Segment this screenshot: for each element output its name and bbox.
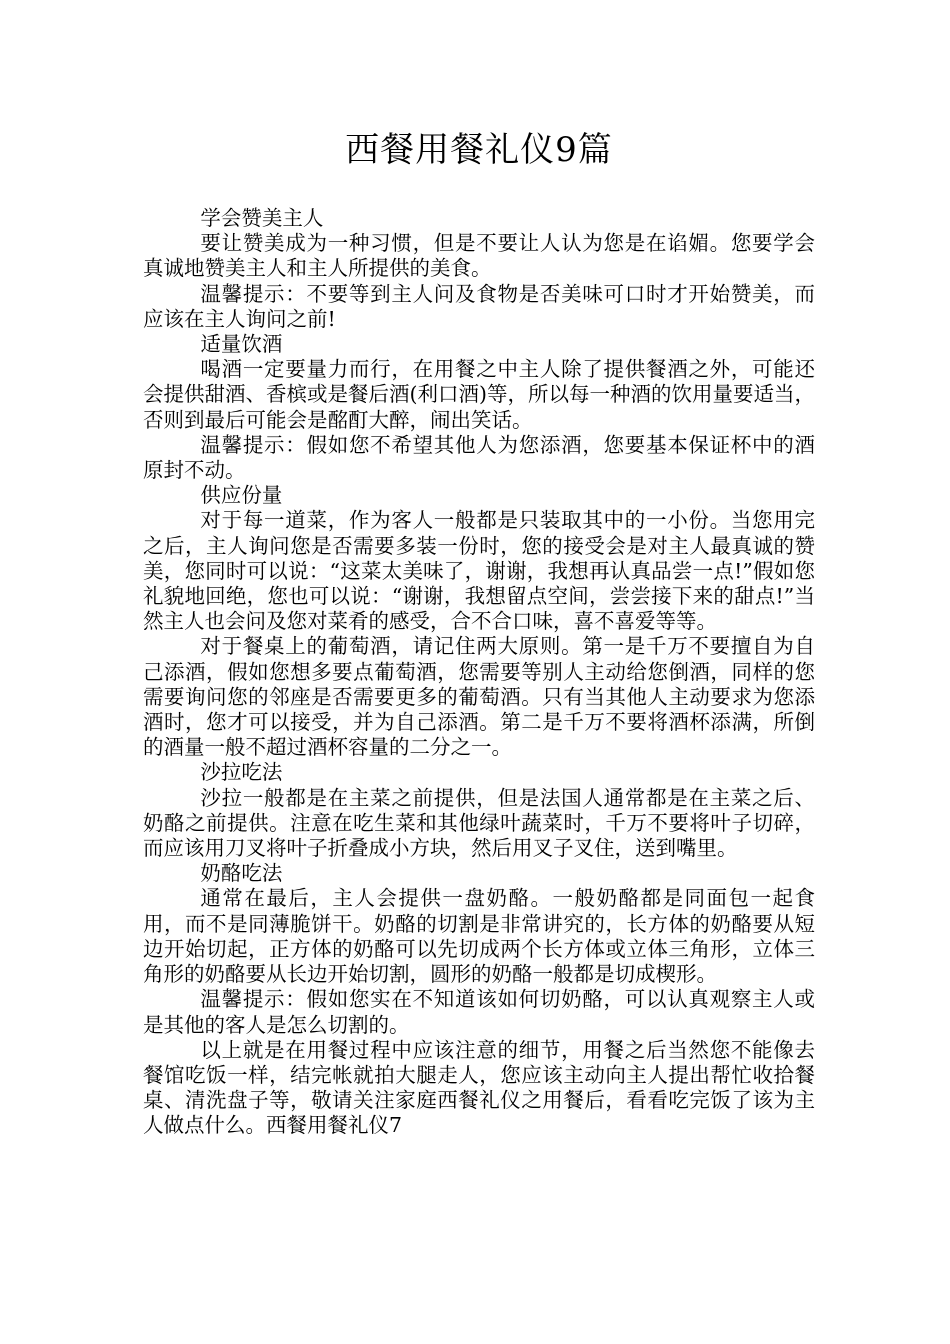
- body-paragraph: 通常在最后，主人会提供一盘奶酪。一般奶酪都是同面包一起食用，而不是同薄脆饼干。奶酪的切割是非常讲究的，长方体的奶酪要从短边开始切起，正方体的奶酪可以先切成两个长方体或立体三角形，立体三角形的奶酪要从长边开始切割，圆形的奶酪一般都是切成楔形。: [143, 886, 815, 987]
- document-body: [143, 206, 815, 1139]
- body-paragraph: 要让赞美成为一种习惯，但是不要让人认为您是在谄媚。您要学会真诚地赞美主人和主人所提供的美食。: [143, 231, 815, 281]
- tip-paragraph: 温馨提示：不要等到主人问及食物是否美味可口时才开始赞美，而应该在主人询问之前!: [143, 281, 815, 331]
- section-heading: 学会赞美主人: [200, 206, 324, 230]
- body-paragraph: 沙拉一般都是在主菜之前提供，但是法国人通常都是在主菜之后、奶酪之前提供。注意在吃生菜和其他绿叶蔬菜时，千万不要将叶子切碎，而应该用刀叉将叶子折叠成小方块，然后用叉子叉住，送到嘴里。: [143, 785, 815, 861]
- body-paragraph: 以上就是在用餐过程中应该注意的细节，用餐之后当然您不能像去餐馆吃饭一样，结完帐就拍大腿走人，您应该主动向主人提出帮忙收拾餐桌、清洗盘子等，敬请关注家庭西餐礼仪之用餐后，看看吃完饭了该为主人做点什么。西餐用餐礼仪7: [143, 1037, 815, 1138]
- body-paragraph: 对于餐桌上的葡萄酒，请记住两大原则。第一是千万不要擅自为自己添酒，假如您想多要点葡萄酒，您需要等别人主动给您倒酒，同样的您需要询问您的邻座是否需要更多的葡萄酒。只有当其他人主动要求为您添酒时，您才可以接受，并为自己添酒。第二是千万不要将酒杯添满，所倒的酒量一般不超过酒杯容量的二分之一。: [143, 634, 815, 760]
- tip-paragraph: 温馨提示：假如您实在不知道该如何切奶酪，可以认真观察主人或是其他的客人是怎么切割的。: [143, 987, 815, 1037]
- tip-paragraph: 温馨提示：假如您不希望其他人为您添酒，您要基本保证杯中的酒原封不动。: [143, 432, 815, 483]
- section-heading: 适量饮酒: [200, 332, 283, 357]
- section-heading: 沙拉吃法: [200, 760, 283, 785]
- body-paragraph: 对于每一道菜，作为客人一般都是只装取其中的一小份。当您用完之后，主人询问您是否需要多装一份时，您的接受会是对主人最真诚的赞美，您同时可以说：“这菜太美味了，谢谢，我想再认真品尝一点!”假如您礼貌地回绝，您也可以说：“谢谢，我想留点空间，尝尝接下来的甜点!”当然主人也会问及您对菜肴的感受，合不合口味，喜不喜爱等等。: [143, 508, 815, 634]
- section-heading: 奶酪吃法: [200, 861, 283, 886]
- document-title: 西餐用餐礼仪9篇: [345, 130, 613, 170]
- section-heading: 供应份量: [200, 483, 283, 508]
- body-paragraph: 喝酒一定要量力而行，在用餐之中主人除了提供餐酒之外，可能还会提供甜酒、香槟或是餐后酒(利口酒)等，所以每一种酒的饮用量要适当，否则到最后可能会是酩酊大醉，闹出笑话。: [143, 357, 815, 432]
